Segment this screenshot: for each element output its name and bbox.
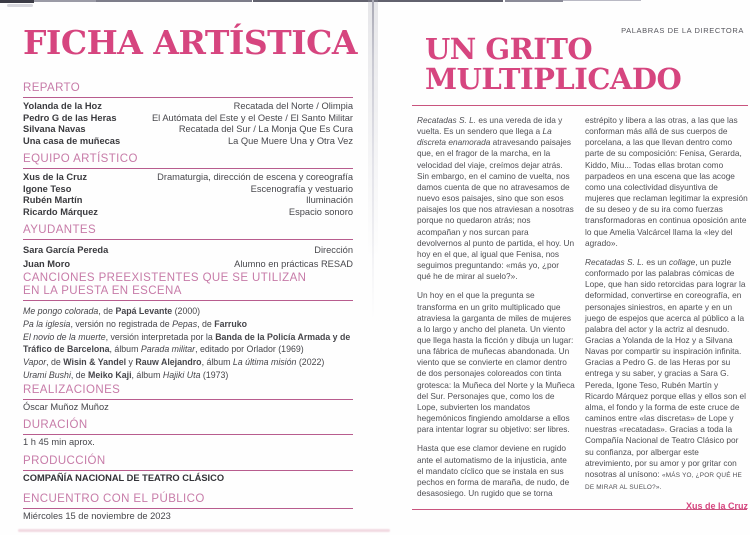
title-line1: UN GRITO (425, 32, 593, 66)
section-heading: PRODUCCIÓN (23, 455, 353, 471)
produccion-text: COMPAÑÍA NACIONAL DE TEATRO CLÁSICO (23, 473, 225, 483)
section-heading: REALIZACIONES (23, 384, 353, 400)
cast-name: Una casa de muñecas (23, 135, 121, 146)
page-gutter-line (372, 0, 374, 330)
cast-name: Pedro G de las Heras (23, 112, 117, 123)
crew-row (23, 195, 353, 207)
song-item: Pa la iglesia, versión no registrada de Pepas, de Farruko (23, 319, 247, 329)
crew-role: Dramaturgia, dirección de escena y coreografía (157, 172, 353, 182)
section-heading: DURACIÓN (23, 419, 353, 435)
section-heading-line2: EN LA PUESTA EN ESCENA (23, 285, 182, 297)
song-item: Urami Bushi, de Meiko Kaji, álbum Hajiki Uta (1973) (23, 370, 229, 380)
page-title: FICHA ARTÍSTICA (23, 23, 358, 62)
page-ficha-artistica (23, 23, 358, 522)
cast-role: Recatada del Sur / La Monja Que Es Cura (178, 124, 353, 134)
crew-row (23, 207, 353, 219)
cast-name: Silvana Navas (23, 124, 86, 134)
section-heading: ENCUENTRO CON EL PÚBLICO (23, 493, 353, 509)
scan-edge-artifact (34, 0, 96, 2)
duracion-text: 1 h 45 min aprox. (23, 436, 95, 447)
crew-role: Escenografía y vestuario (250, 183, 353, 194)
cast-role: La Que Muere Una y Otra Vez (227, 135, 353, 146)
crew-name: Ricardo Márquez (23, 206, 98, 217)
section-heading: REPARTO (23, 82, 353, 98)
bottom-rule (412, 509, 747, 510)
crew-role: Iluminación (305, 195, 353, 205)
cast-role: El Autómata del Este y el Oeste / El Santo Militar (151, 112, 353, 123)
page-palabras-directora (412, 24, 748, 511)
section-duracion (23, 419, 353, 449)
assistant-row (23, 243, 353, 257)
crew-list (23, 172, 353, 218)
scan-edge-artifact (96, 0, 252, 2)
section-encuentro (23, 493, 353, 523)
cast-role: Recatada del Norte / Olimpia (233, 101, 353, 111)
letter-column-1 (417, 115, 575, 511)
title-rule (412, 105, 748, 106)
assistant-row (23, 257, 353, 271)
paragraph: Recatadas S. L. es una vereda de ida y vuelta. Es un sendero que llega a La discreta enamorada atravesando paisajes que, en el fragor de la marcha, en la velocidad del viaje, creímos dejar atrás. Sin embargo, en el camino de vuelta, nos damos cuenta de que no atravesamos de nuevo esos paisajes, sino que son esos paisajes los que nos atraviesan a nosotras porque no quedaron atrás; nos acompañan y nos surcan para devolvernos al punto de partida, el hoy. Un hoy en el que, al igual que Fenisa, nos seguimos preguntando: «más yo, ¿por qué he de mirar al suelo?». (417, 115, 575, 282)
scan-edge-artifact (563, 0, 641, 1)
assistant-role: Dirección (314, 245, 353, 255)
cast-list (23, 101, 353, 147)
song-item: Vapor, de Wisin & Yandel y Rauw Alejandro, álbum La última misión (2022) (23, 357, 325, 367)
cast-name: Yolanda de la Hoz (23, 101, 102, 111)
realizaciones-text: Óscar Muñoz Muñoz (23, 402, 109, 412)
song-item: El novio de la muerte, versión interpretada por la Banda de la Policía Armada y de Tráfico de Barcelona, álbum Parada militar, editado por Orlador (1969) (23, 332, 351, 354)
crew-row (23, 172, 353, 184)
section-heading: AYUDANTES (23, 224, 353, 240)
crew-name: Xus de la Cruz (23, 172, 88, 182)
section-equipo-artistico (23, 153, 353, 218)
paragraph: Recatadas S. L. es un collage, un puzle conformado por las palabras cómicas de Lope, que han sido retorcidas para lograr la deformidad, convertirse en coreografía, en personajes siniestros, en aparte y en un juego de espejos que acerca al público a la palabra del actor y la actriz al desnudo. Gracias a Yolanda de la Hoz y a Silvana Navas por compartir su inspiración infinita. Gracias a Pedro G. de las Heras por su entrega y su saber, y gracias a Sara G. Pereda, Igone Teso, Rubén Martín y Ricardo Márquez porque ellas y ellos son el alma, el fondo y la forma de este cruce de caminos entre «las discretas» de Lope y nuestras «recatadas». Gracias a toda la Compañía Nacional de Teatro Clásico por su confianza, por albergar este atrevimiento, por su amor y por gritar con nosotras al unísono: «MÁS YO, ¿POR QUÉ HE DE MIRAR AL SUELO?». (585, 256, 746, 491)
page-title (425, 34, 748, 94)
section-realizaciones (23, 384, 353, 414)
song-item: Me pongo colorada, de Papá Levante (2000) (23, 306, 201, 316)
scan-edge-artifact (0, 0, 34, 3)
crew-name: Rubén Martín (23, 195, 83, 205)
section-reparto (23, 82, 353, 147)
section-heading-line1: CANCIONES PREEXISTENTES QUE SE UTILIZAN (23, 272, 307, 284)
section-heading (23, 272, 353, 301)
paragraph: estrépito y libera a las otras, a las que las conforman más allá de sus cuerpos de porcelana, a las que llevan dentro como parte de su composición: Fenisa, Gerarda, Kiddo, Miu... Todas ellas brotan como parpadeos en una escena que las acoge como una colectividad disyuntiva de mujeres que reclaman legitimar la expresión de su deseo y de su ira como fuerzas transformadoras en continua oposición ante lo que Amelia Valcárcel llama la «ley del agrado». (585, 115, 748, 248)
encuentro-text: Miércoles 15 de noviembre de 2023 (23, 510, 171, 521)
cast-row (23, 124, 353, 136)
cast-row (23, 136, 353, 148)
letter-column-2 (585, 115, 748, 511)
title-line2: MULTIPLICADO (425, 62, 682, 96)
scan-edge-artifact (253, 0, 503, 2)
crew-row (23, 184, 353, 196)
paragraph: Un hoy en el que la pregunta se transforma en un grito multiplicado que atraviesa la garganta de miles de mujeres a lo largo y ancho del planeta. Un viento que llega hasta la ficción y dibuja un lugar: una fábrica de muñecas abandonada. Un viento que se convierte en clamor dentro de dos personajes coloreados con tinta grotesca: la Muñeca del Norte y la Muñeca del Sur. Personajes que, como los de Lope, subvierten los mandatos hegemónicos fingiendo amoldarse a ellos para intentar lograr su objetivo: ser libres. (417, 290, 575, 435)
cast-row (23, 101, 353, 113)
assistant-name: Sara García Pereda (23, 245, 109, 255)
section-heading: EQUIPO ARTÍSTICO (23, 153, 353, 169)
cast-row (23, 113, 353, 125)
letter-columns (412, 115, 748, 511)
director-signature: Xus de la Cruz (685, 501, 748, 512)
kicker: PALABRAS DE LA DIRECTORA (621, 26, 744, 35)
assistant-role: Alumno en prácticas RESAD (234, 259, 353, 269)
assistant-name: Juan Moro (23, 259, 71, 269)
section-ayudantes (23, 224, 353, 271)
scan-bottom-page-edge (18, 529, 390, 532)
song-list (23, 305, 353, 381)
scan-smudge (7, 4, 33, 7)
section-canciones (23, 272, 353, 381)
assistants-list (23, 243, 353, 271)
section-produccion (23, 455, 353, 485)
crew-role: Espacio sonoro (288, 206, 353, 217)
scan-edge-artifact (505, 0, 563, 2)
crew-name: Igone Teso (23, 183, 72, 194)
paragraph: Hasta que ese clamor deviene en rugido ante el automatismo de la injusticia, ante el mandato cíclico que se instala en sus pechos en forma de maraña, de nudo, de desasosiego. Un rugido que se torna (417, 443, 570, 498)
